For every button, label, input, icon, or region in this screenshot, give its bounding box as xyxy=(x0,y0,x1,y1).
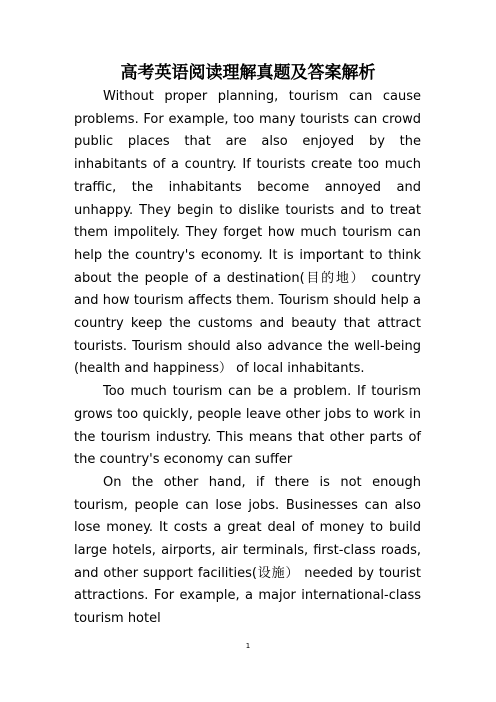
paragraph-planning: Without proper planning, tourism can cause problems. For example, too many tourists can crowd public places that are also enjoyed by the inhabitants of a country. If tourists create too much traffic, the inhabitants become annoyed and unhappy. They begin to dislike tourists and to treat them impolitely. They forget how much tourism can help the country's economy. It is important to think about the people of a destination(目的地） country and how tourism affects them. Tourism should help a country keep the customs and beauty that attract tourists. Tourism should also advance the well-being (health and happiness） of local inhabitants. xyxy=(74,89,421,377)
page-number: 1 xyxy=(245,642,251,650)
document-title: 高考英语阅读理解真题及答案解析 xyxy=(120,63,376,83)
document-body xyxy=(74,86,421,631)
paragraph-too-much-tourism: Too much tourism can be a problem. If tourism grows too quickly, people leave other jobs to work in the tourism industry. This means that other parts of the country's economy can suffer xyxy=(74,384,421,468)
paragraph-not-enough-tourism: On the other hand, if there is not enough tourism, people can lose jobs. Businesses can also lose money. It costs a great deal of money to build large hotels, airports, air terminals, first-class roads, and other support facilities(设施） needed by tourist attractions. For example, a major international-class tourism hotel xyxy=(74,474,421,627)
